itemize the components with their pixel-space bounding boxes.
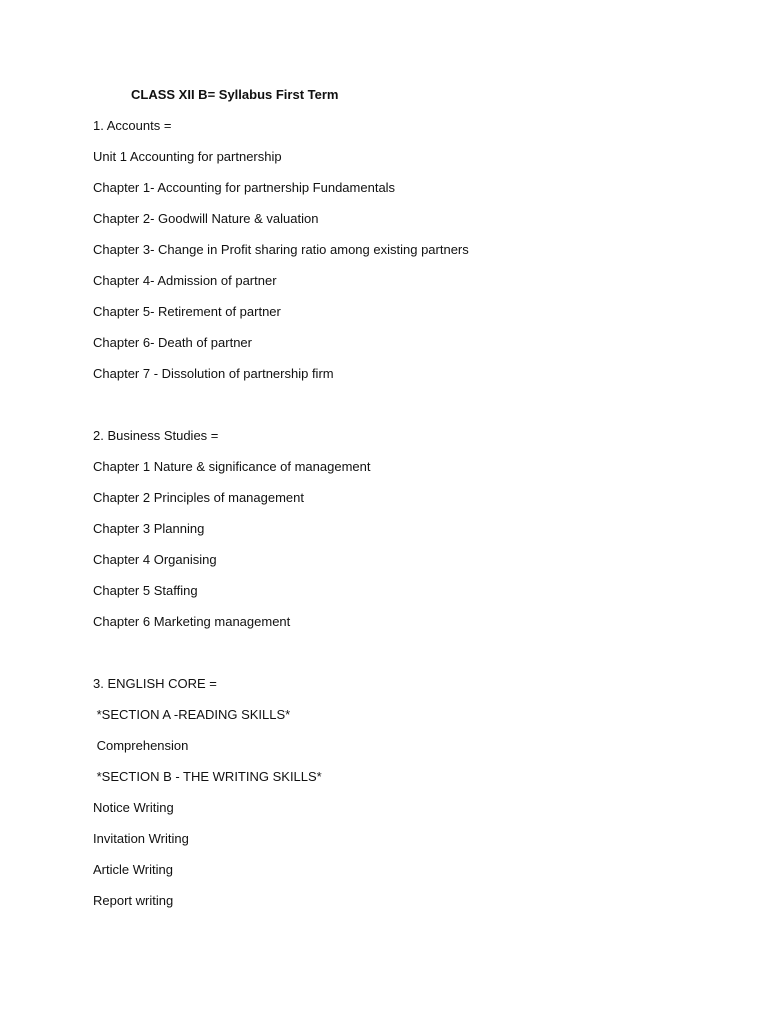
section-a-item: Comprehension	[93, 738, 189, 753]
writing-skill-notice: Notice Writing	[93, 800, 174, 815]
writing-skill-article: Article Writing	[93, 862, 173, 877]
document-title: CLASS XII B= Syllabus First Term	[131, 87, 339, 102]
accounts-chapter-7: Chapter 7 - Dissolution of partnership firm	[93, 366, 334, 381]
english-core-heading: 3. ENGLISH CORE =	[93, 676, 217, 691]
accounts-heading: 1. Accounts =	[93, 118, 172, 133]
business-studies-chapter-1: Chapter 1 Nature & significance of management	[93, 459, 371, 474]
accounts-chapter-6: Chapter 6- Death of partner	[93, 335, 252, 350]
section-a-heading: *SECTION A -READING SKILLS*	[93, 707, 291, 722]
section-b-heading: *SECTION B - THE WRITING SKILLS*	[93, 769, 322, 784]
accounts-chapter-1: Chapter 1- Accounting for partnership Fundamentals	[93, 180, 396, 195]
business-studies-chapter-3: Chapter 3 Planning	[93, 521, 205, 536]
writing-skill-invitation: Invitation Writing	[93, 831, 189, 846]
accounts-chapter-3: Chapter 3- Change in Profit sharing ratio among existing partners	[93, 242, 469, 257]
accounts-unit: Unit 1 Accounting for partnership	[93, 149, 282, 164]
accounts-chapter-5: Chapter 5- Retirement of partner	[93, 304, 281, 319]
business-studies-chapter-2: Chapter 2 Principles of management	[93, 490, 305, 505]
business-studies-heading: 2. Business Studies =	[93, 428, 219, 443]
business-studies-chapter-5: Chapter 5 Staffing	[93, 583, 198, 598]
accounts-chapter-2: Chapter 2- Goodwill Nature & valuation	[93, 211, 319, 226]
business-studies-chapter-6: Chapter 6 Marketing management	[93, 614, 291, 629]
business-studies-chapter-4: Chapter 4 Organising	[93, 552, 217, 567]
accounts-chapter-4: Chapter 4- Admission of partner	[93, 273, 277, 288]
writing-skill-report: Report writing	[93, 893, 174, 908]
